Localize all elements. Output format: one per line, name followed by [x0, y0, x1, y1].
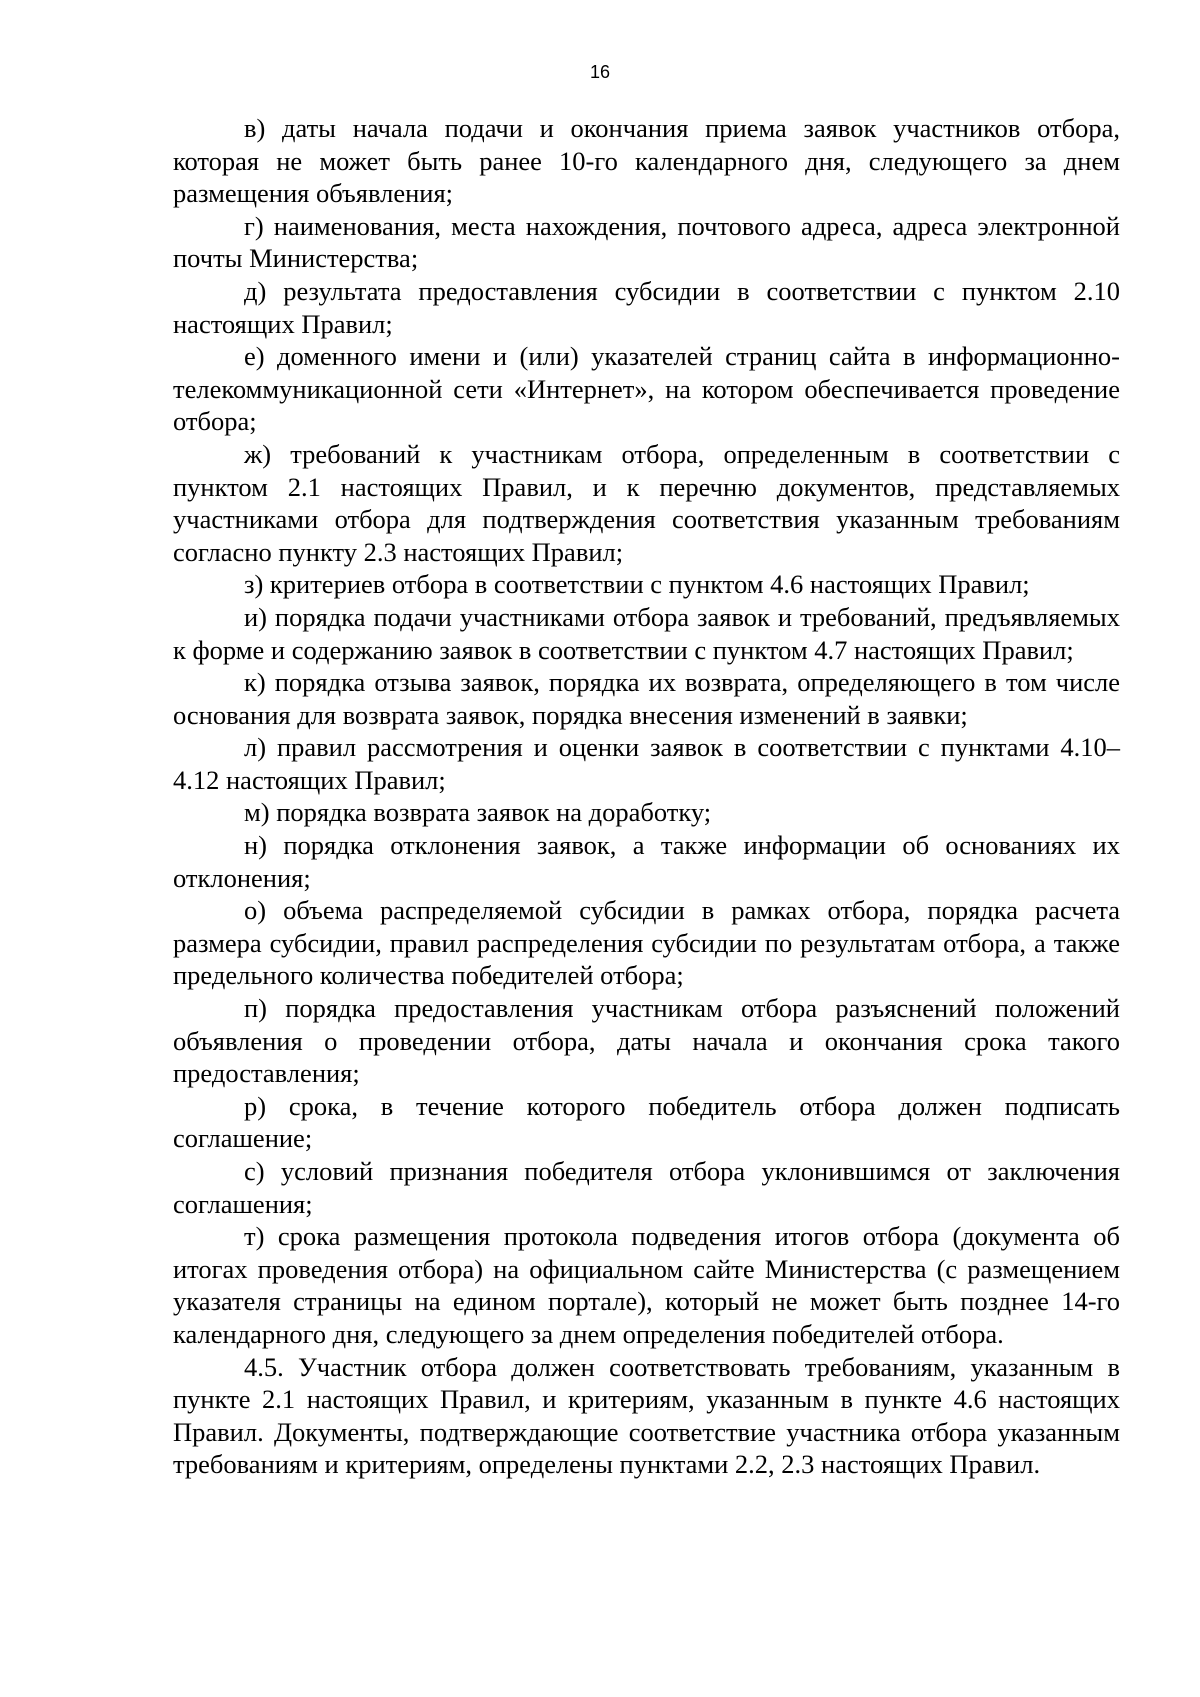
- paragraph-v: в) даты начала подачи и окончания приема заявок участников отбора, которая не может быть ранее 10-го календарного дня, следующего за днем размещения объявления;: [173, 113, 1120, 209]
- paragraph-g: г) наименования, места нахождения, почтового адреса, адреса электронной почты Министерства;: [173, 210, 1120, 274]
- document-body: [173, 112, 1120, 1481]
- paragraph-k: к) порядка отзыва заявок, порядка их возврата, определяющего в том числе основания для возврата заявок, порядка внесения изменений в заявки;: [173, 667, 1120, 730]
- paragraph-d: д) результата предоставления субсидии в соответствии с пунктом 2.10 настоящих Правил;: [173, 275, 1120, 339]
- paragraph-l: л) правил рассмотрения и оценки заявок в соответствии с пунктами 4.10–4.12 настоящих Правил;: [173, 732, 1120, 795]
- paragraph-4-5: 4.5. Участник отбора должен соответствовать требованиям, указанным в пункте 2.1 настоящих Правил, и критериям, указанным в пункте 4.6 настоящих Правил. Документы, подтверждающие соответствие участника отбора указанным требованиям и критериям, определены пунктами 2.2, 2.3 настоящих Правил.: [173, 1351, 1120, 1480]
- paragraph-s: с) условий признания победителя отбора уклонившимся от заключения соглашения;: [173, 1156, 1120, 1219]
- paragraph-i: и) порядка подачи участниками отбора заявок и требований, предъявляемых к форме и содержанию заявок в соответствии с пунктом 4.7 настоящих Правил;: [173, 601, 1120, 665]
- paragraph-zh: ж) требований к участникам отбора, определенным в соответствии с пунктом 2.1 настоящих Правил, и к перечню документов, представляемых участниками отбора для подтверждения соответствия указанным требованиям согласно пункту 2.3 настоящих Правил;: [173, 438, 1120, 567]
- paragraph-z: з) критериев отбора в соответствии с пунктом 4.6 настоящих Правил;: [244, 569, 1030, 600]
- paragraph-t: т) срока размещения протокола подведения итогов отбора (документа об итогах проведения отбора) на официальном сайте Министерства (с размещением указателя страницы на едином портале), который не может быть позднее 14-го календарного дня, следующего за днем определения победителей отбора.: [173, 1221, 1120, 1349]
- paragraph-m: м) порядка возврата заявок на доработку;: [244, 797, 712, 828]
- paragraph-r: р) срока, в течение которого победитель отбора должен подписать соглашение;: [173, 1090, 1120, 1154]
- paragraph-p: п) порядка предоставления участникам отбора разъяснений положений объявления о проведении отбора, даты начала и окончания срока такого предоставления;: [173, 993, 1120, 1089]
- paragraph-o: о) объема распределяемой субсидии в рамках отбора, порядка расчета размера субсидии, правил распределения субсидии по результатам отбора, а также предельного количества победителей отбора;: [173, 895, 1120, 991]
- paragraph-e: е) доменного имени и (или) указателей страниц сайта в информационно-телекоммуникационной сети «Интернет», на котором обеспечивается проведение отбора;: [173, 341, 1120, 437]
- page-number: 16: [589, 62, 611, 82]
- paragraph-n: н) порядка отклонения заявок, а также информации об основаниях их отклонения;: [173, 830, 1120, 893]
